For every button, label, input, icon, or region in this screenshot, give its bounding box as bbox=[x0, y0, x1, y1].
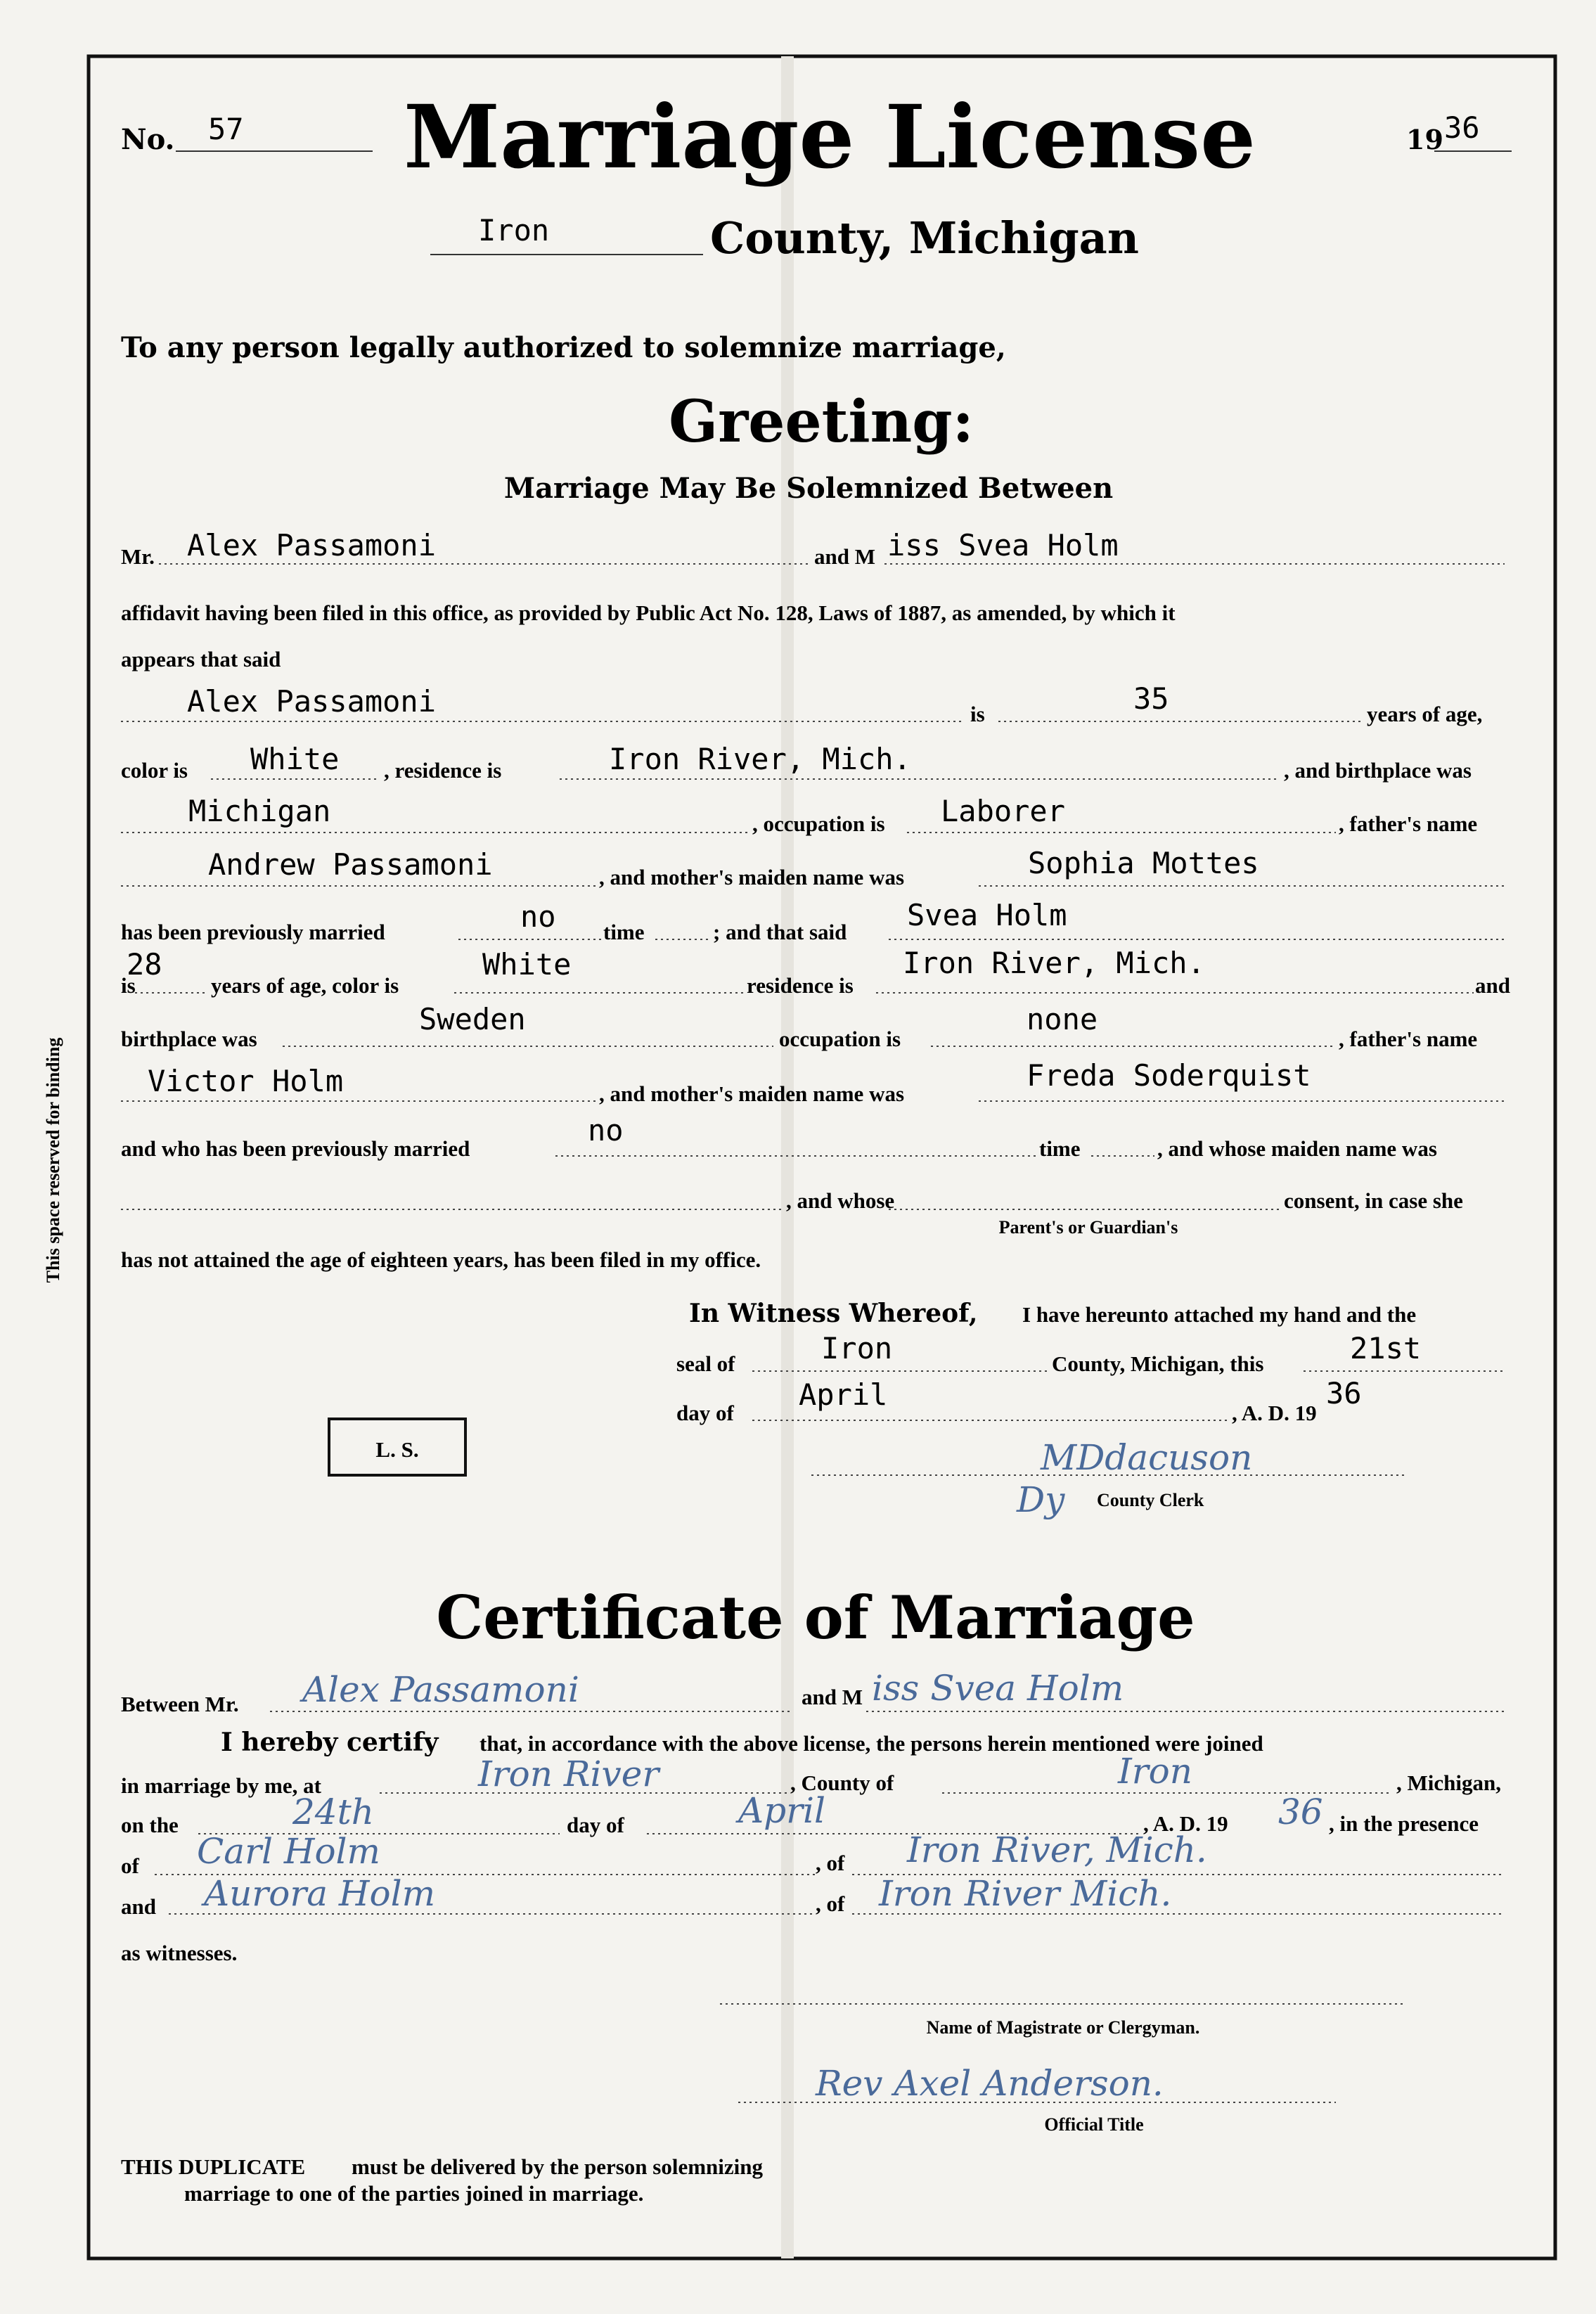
cert-and-m-label: and M bbox=[802, 1685, 863, 1709]
seal-county-label: County, Michigan, this bbox=[1052, 1351, 1264, 1376]
bride-age: 28 bbox=[127, 947, 162, 982]
bride-residence: Iron River, Mich. bbox=[903, 946, 1205, 980]
groom-detail-name: Alex Passamoni bbox=[187, 684, 437, 719]
duplicate-text-1: must be delivered by the person solemnizing bbox=[352, 2154, 763, 2179]
duplicate-text-2: marriage to one of the parties joined in marriage. bbox=[184, 2181, 644, 2206]
groom-is-label: is bbox=[970, 702, 985, 726]
certify-heading: I hereby certify bbox=[221, 1728, 439, 1757]
license-no-label: No. bbox=[121, 123, 175, 156]
bride-detail-name: Svea Holm bbox=[907, 898, 1067, 932]
certificate-title: Certificate of Marriage bbox=[436, 1583, 1195, 1652]
groom-birthplace: Michigan bbox=[188, 794, 331, 828]
cert-year: 36 bbox=[1278, 1792, 1323, 1832]
official-title-label: Official Title bbox=[1044, 2114, 1144, 2135]
cert-county-of-label: , County of bbox=[790, 1770, 894, 1795]
groom-father: Andrew Passamoni bbox=[208, 847, 493, 882]
cert-and-label: and bbox=[121, 1894, 156, 1919]
solemnized-subheading: Marriage May Be Solemnized Between bbox=[503, 472, 1114, 505]
cert-between-label: Between Mr. bbox=[121, 1692, 239, 1716]
cert-witness2-place: Iron River Mich. bbox=[879, 1873, 1172, 1914]
cert-witness1-of: , of bbox=[816, 1851, 845, 1875]
seal-month: April bbox=[799, 1377, 888, 1412]
seal-county: Iron bbox=[821, 1331, 893, 1365]
bride-is-label: is bbox=[121, 973, 136, 998]
affidavit-line-2: appears that said bbox=[121, 647, 281, 671]
cert-presence-label: , in the presence bbox=[1329, 1811, 1479, 1836]
bride-consent-label: consent, in case she bbox=[1284, 1188, 1463, 1213]
bride-color: White bbox=[482, 947, 572, 982]
cert-witness1: Carl Holm bbox=[197, 1831, 380, 1872]
groom-residence-label: , residence is bbox=[384, 758, 502, 783]
cert-witness2-of: , of bbox=[816, 1891, 845, 1916]
groom-mother-label: , and mother's maiden name was bbox=[599, 865, 905, 889]
groom-name: Alex Passamoni bbox=[187, 528, 437, 563]
binding-note: This space reserved for binding bbox=[43, 1037, 63, 1283]
license-county-label: County, Michigan bbox=[710, 212, 1139, 264]
bride-residence-label: residence is bbox=[747, 973, 854, 998]
bride-father: Victor Holm bbox=[148, 1064, 344, 1098]
cert-ad-label: , A. D. 19 bbox=[1143, 1811, 1228, 1836]
cert-as-witnesses: as witnesses. bbox=[121, 1941, 238, 1965]
bride-and-label: and bbox=[1475, 973, 1510, 998]
cert-witness1-place: Iron River, Mich. bbox=[907, 1830, 1207, 1870]
bride-prev-married: no bbox=[588, 1113, 624, 1148]
cert-in-marriage-label: in marriage by me, at bbox=[121, 1773, 321, 1798]
groom-years-label: years of age, bbox=[1367, 702, 1483, 726]
bride-father-label: , father's name bbox=[1339, 1027, 1478, 1051]
license-title: Marriage License bbox=[403, 86, 1256, 188]
bride-not-attained: has not attained the age of eighteen years, has been filed in my office. bbox=[121, 1247, 761, 1272]
day-of-label: day of bbox=[676, 1401, 734, 1425]
groom-prev-married: no bbox=[520, 899, 556, 934]
groom-residence: Iron River, Mich. bbox=[609, 742, 911, 776]
bride-birthplace-label: birthplace was bbox=[121, 1027, 257, 1051]
greeting-heading: Greeting: bbox=[669, 388, 974, 456]
clerk-signature: MDdacuson bbox=[1041, 1437, 1253, 1478]
mr-label: Mr. bbox=[121, 544, 155, 569]
groom-color: White bbox=[250, 742, 340, 776]
license-year-value: 36 bbox=[1444, 110, 1480, 145]
official-signature: Rev Axel Anderson. bbox=[816, 2063, 1164, 2104]
guardian-label: Parent's or Guardian's bbox=[998, 1217, 1178, 1238]
seal-ad-label: , A. D. 19 bbox=[1232, 1401, 1317, 1425]
groom-time-label: time bbox=[603, 920, 645, 944]
duplicate-bold: THIS DUPLICATE bbox=[121, 2154, 306, 2179]
cert-groom: Alex Passamoni bbox=[302, 1669, 579, 1710]
bride-maiden-label: , and whose maiden name was bbox=[1157, 1136, 1437, 1161]
bride-name: iss Svea Holm bbox=[887, 528, 1119, 563]
cert-county: Iron bbox=[1118, 1751, 1192, 1792]
license-no-value: 57 bbox=[208, 112, 244, 146]
groom-mother: Sophia Mottes bbox=[1028, 846, 1259, 880]
witness-heading: In Witness Whereof, bbox=[689, 1299, 978, 1328]
witness-text: I have hereunto attached my hand and the bbox=[1022, 1302, 1417, 1327]
cert-day-of-label: day of bbox=[567, 1813, 624, 1837]
bride-birthplace: Sweden bbox=[419, 1002, 526, 1036]
bride-mother-label: , and mother's maiden name was bbox=[599, 1081, 905, 1106]
bride-and-whose: , and whose bbox=[786, 1188, 895, 1213]
bride-mother: Freda Soderquist bbox=[1027, 1058, 1311, 1093]
cert-place: Iron River bbox=[478, 1754, 659, 1794]
ls-seal-label: L. S. bbox=[375, 1437, 419, 1462]
clerk-dy: Dy bbox=[1017, 1479, 1065, 1520]
county-clerk-label: County Clerk bbox=[1097, 1490, 1204, 1510]
affidavit-line-1: affidavit having been filed in this office, as provided by Public Act No. 128, Laws of 1887, as amended, by which it bbox=[121, 600, 1176, 625]
seal-day: 21st bbox=[1350, 1331, 1422, 1365]
bride-time-label: time bbox=[1039, 1136, 1081, 1161]
license-county-value: Iron bbox=[478, 213, 550, 248]
cert-michigan-label: , Michigan, bbox=[1396, 1770, 1501, 1795]
seal-of-label: seal of bbox=[676, 1351, 735, 1376]
cert-on-the-label: on the bbox=[121, 1813, 179, 1837]
cert-witness2: Aurora Holm bbox=[204, 1873, 436, 1914]
bride-prev-married-label: and who has been previously married bbox=[121, 1136, 470, 1161]
bride-years-label: years of age, color is bbox=[211, 973, 399, 998]
and-m-label: and M bbox=[814, 544, 875, 569]
license-address: To any person legally authorized to solemnize marriage, bbox=[121, 331, 1006, 364]
certify-text: that, in accordance with the above license, the persons herein mentioned were joined bbox=[480, 1731, 1263, 1756]
groom-prev-married-label: has been previously married bbox=[121, 920, 385, 944]
bride-occupation: none bbox=[1027, 1002, 1098, 1036]
cert-day: 24th bbox=[292, 1792, 374, 1832]
groom-occupation: Laborer bbox=[941, 794, 1066, 828]
groom-occupation-label: , occupation is bbox=[752, 811, 885, 836]
groom-birthplace-label: , and birthplace was bbox=[1284, 758, 1472, 783]
groom-age: 35 bbox=[1133, 681, 1169, 716]
bride-occupation-label: occupation is bbox=[779, 1027, 901, 1051]
groom-color-label: color is bbox=[121, 758, 188, 783]
and-that-said: ; and that said bbox=[713, 920, 847, 944]
magistrate-label: Name of Magistrate or Clergyman. bbox=[926, 2017, 1200, 2038]
cert-bride: iss Svea Holm bbox=[872, 1668, 1124, 1709]
groom-father-label: , father's name bbox=[1339, 811, 1478, 836]
cert-of-label: of bbox=[121, 1853, 139, 1878]
seal-ad-year: 36 bbox=[1326, 1376, 1362, 1410]
license-year-prefix: 19 bbox=[1406, 124, 1443, 155]
cert-month: April bbox=[738, 1790, 825, 1831]
